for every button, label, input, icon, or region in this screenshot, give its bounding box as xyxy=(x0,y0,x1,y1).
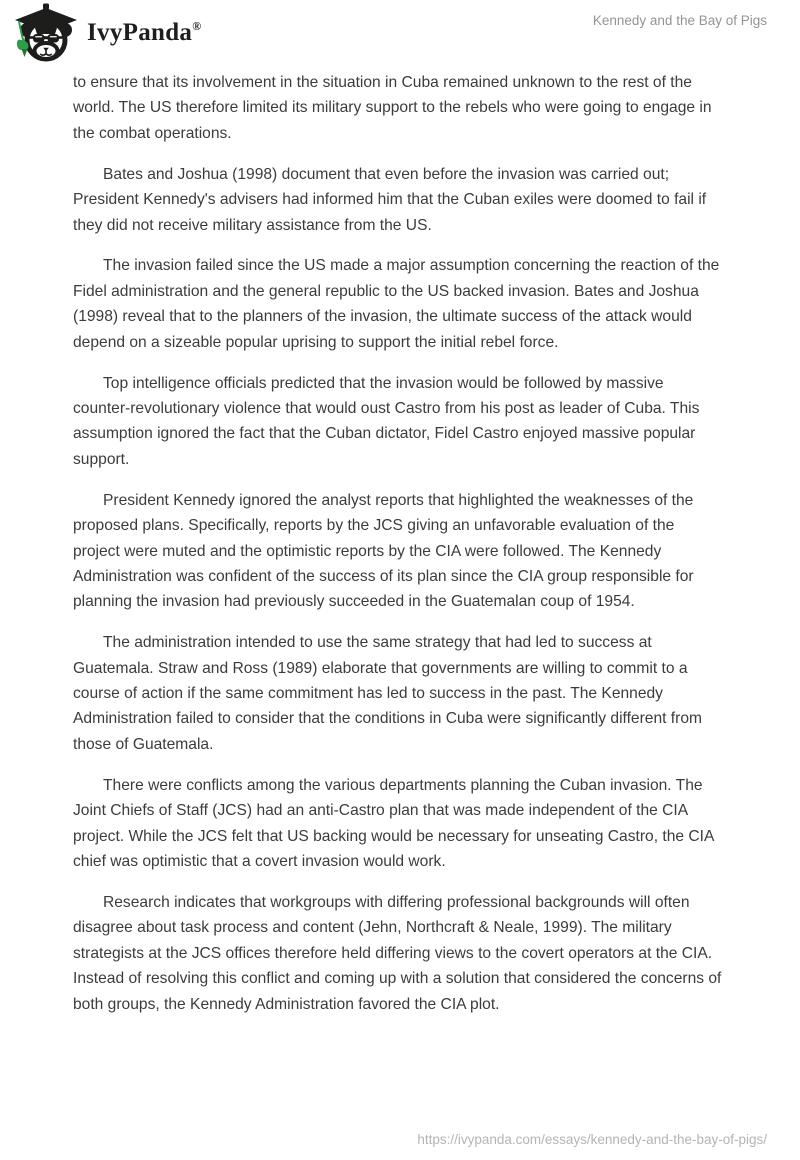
document-title: Kennedy and the Bay of Pigs xyxy=(592,13,767,28)
document-body xyxy=(73,70,725,1032)
paragraph: The administration intended to use the same strategy that had led to success at Guatemala. Straw and Ross (1989) elaborate that governments are willing to commit to a course of action if the same commitment has led to success in the past. The Kennedy Administration failed to consider that the conditions in Cuba were significantly different from those of Guatemala. xyxy=(73,634,702,753)
paragraph: Research indicates that workgroups with differing professional backgrounds will often disagree about task process and content (Jehn, Northcraft & Neale, 1999). The military strategists at the JCS offices therefore held differing views to the covert operators at the CIA. Instead of resolving this conflict and coming up with a solution that considered the concerns of both groups, the Kennedy Administration favored the CIA plot. xyxy=(73,893,722,1013)
ivypanda-brand xyxy=(14,3,201,62)
page-header xyxy=(0,0,800,66)
footer-source-url[interactable]: https://ivypanda.com/essays/kennedy-and-the-bay-of-pigs/ xyxy=(417,1132,767,1147)
paragraph: Bates and Joshua (1998) document that even before the invasion was carried out; President Kennedy's advisers had informed him that the Cuban exiles were doomed to fail if they did not receive military assistance from the US. xyxy=(73,165,707,234)
ivypanda-panda-logo-icon xyxy=(14,3,78,62)
paragraph: to ensure that its involvement in the situation in Cuba remained unknown to the rest of the world. The US therefore limited its military support to the rebels who were going to engage in the combat operations. xyxy=(73,74,712,142)
paragraph: There were conflicts among the various departments planning the Cuban invasion. The Joint Chiefs of Staff (JCS) had an anti-Castro plan that was made independent of the CIA project. While the JCS felt that US backing would be necessary for unseating Castro, the CIA chief was optimistic that a covert invasion would work. xyxy=(73,776,714,870)
brand-wordmark: IvyPanda® xyxy=(87,18,202,46)
registered-trademark: ® xyxy=(192,18,202,33)
paragraph: The invasion failed since the US made a major assumption concerning the reaction of the Fidel administration and the general republic to the US backed invasion. Bates and Joshua (1998) reveal that to the planners of the invasion, the ultimate success of the attack would depend on a sizeable popular uprising to support the initial rebel force. xyxy=(73,257,720,351)
paragraph: Top intelligence officials predicted that the invasion would be followed by massive counter-revolutionary violence that would oust Castro from his post as leader of Cuba. This assumption ignored the fact that the Cuban dictator, Fidel Castro enjoyed massive popular support. xyxy=(73,374,700,468)
paragraph: President Kennedy ignored the analyst reports that highlighted the weaknesses of the proposed plans. Specifically, reports by the JCS giving an unfavorable evaluation of the project were muted and the optimistic reports by the CIA were followed. The Kennedy Administration was confident of the success of its plan since the CIA group responsible for planning the invasion had previously succeeded in the Guatemalan coup of 1954. xyxy=(73,491,694,611)
